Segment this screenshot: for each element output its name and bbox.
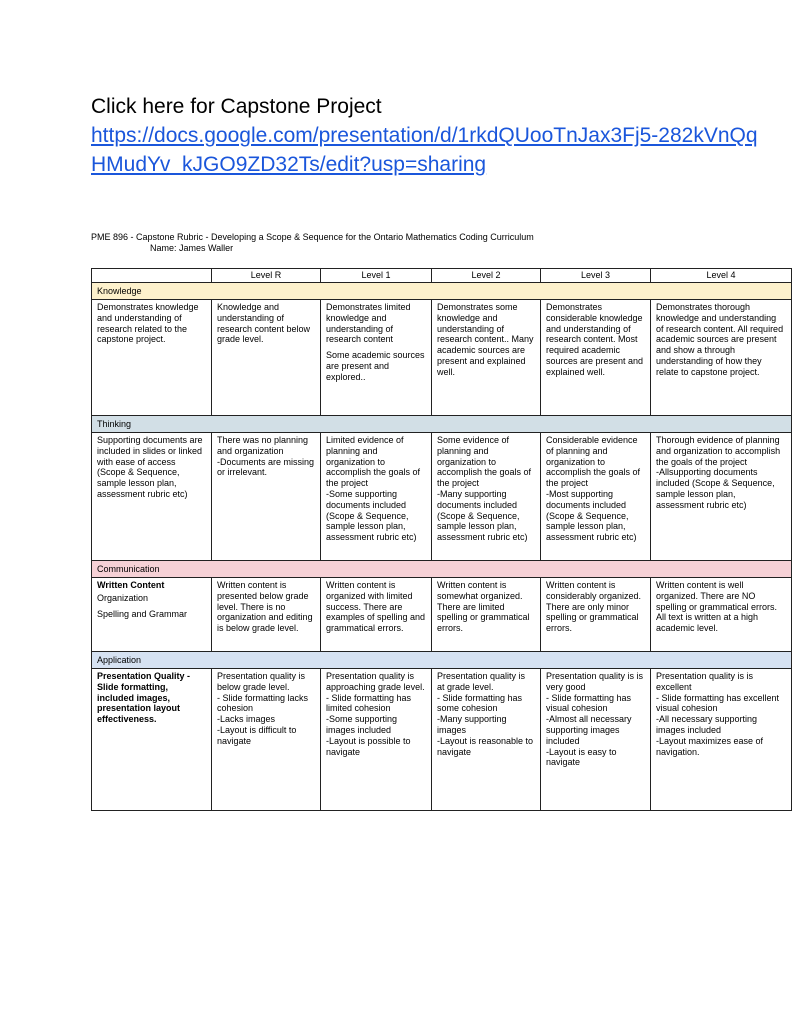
criteria-organization: Organization <box>97 592 149 603</box>
cell-communication-3: Written content is considerably organized. There are only minor spelling or grammatical errors. <box>541 578 651 652</box>
rubric-row-communication <box>92 578 792 652</box>
cell-thinking-3: Considerable evidence of planning and organization to accomplish the goals of the project -Most supporting documents included (Scope & Sequence, sample lesson plan, assessment rubric etc) <box>541 433 651 561</box>
cell-communication-2: Written content is somewhat organized. There are limited spelling or grammatical errors. <box>432 578 541 652</box>
cell-application-1: Presentation quality is approaching grade level. - Slide formatting has limited cohesion -Some supporting images included -Layout is possible to navigate <box>321 669 432 811</box>
category-application: Application <box>92 652 792 669</box>
cell-communication-r: Written content is presented below grade level. There is no organization and editing is below grade level. <box>212 578 321 652</box>
header-level-1: Level 1 <box>321 269 432 283</box>
cell-knowledge-3: Demonstrates considerable knowledge and understanding of research content. Most required academic sources are present and explained well. <box>541 300 651 416</box>
cell-knowledge-r: Knowledge and understanding of research content below grade level. <box>212 300 321 416</box>
criteria-application: Presentation Quality -Slide formatting, included images, presentation layout effectiveness. <box>92 669 212 811</box>
rubric-row-application <box>92 669 792 811</box>
header-blank <box>92 269 212 283</box>
rubric-table <box>91 268 792 811</box>
cell-knowledge-4: Demonstrates thorough knowledge and understanding of research content. All required academic sources are present and show a through understanding of how they relate to capstone project. <box>651 300 792 416</box>
header-level-r: Level R <box>212 269 321 283</box>
cell-application-3: Presentation quality is is very good - Slide formatting has visual cohesion -Almost all necessary supporting images included -Layout is easy to navigate <box>541 669 651 811</box>
cell-application-2: Presentation quality is at grade level. - Slide formatting has some cohesion -Many supporting images -Layout is reasonable to navigate <box>432 669 541 811</box>
cell-application-r: Presentation quality is below grade level. - Slide formatting lacks cohesion -Lacks images -Layout is difficult to navigate <box>212 669 321 811</box>
rubric-meta <box>91 232 534 254</box>
presentation-link[interactable]: https://docs.google.com/presentation/d/1rkdQUooTnJax3Fj5-282kVnQqHMudYv_kJGO9ZD32Ts/edit?usp=sharing <box>91 124 758 176</box>
capstone-title: Click here for Capstone Project <box>91 95 382 118</box>
rubric-row-thinking <box>92 433 792 561</box>
level-header-row <box>92 269 792 283</box>
category-communication: Communication <box>92 561 792 578</box>
cell-communication-4: Written content is well organized. There are NO spelling or grammatical errors. All text is written at a high academic level. <box>651 578 792 652</box>
criteria-spelling-grammar: Spelling and Grammar <box>97 608 188 619</box>
cell-knowledge-1-text: Demonstrates limited knowledge and understanding of research content <box>326 302 411 345</box>
category-knowledge: Knowledge <box>92 283 792 300</box>
cell-communication-1: Written content is organized with limited success. There are examples of spelling and grammatical errors. <box>321 578 432 652</box>
rubric-row-knowledge <box>92 300 792 416</box>
header-level-3: Level 3 <box>541 269 651 283</box>
cell-knowledge-1 <box>321 300 432 416</box>
cell-thinking-r: There was no planning and organization -Documents are missing or irrelevant. <box>212 433 321 561</box>
cell-knowledge-1-extra: Some academic sources are present and explored.. <box>326 350 425 382</box>
category-row-communication <box>92 561 792 578</box>
criteria-communication <box>92 578 212 652</box>
criteria-thinking: Supporting documents are included in slides or linked with ease of access (Scope & Sequence, sample lesson plan, assessment rubric etc) <box>92 433 212 561</box>
category-thinking: Thinking <box>92 416 792 433</box>
header-level-4: Level 4 <box>651 269 792 283</box>
criteria-knowledge: Demonstrates knowledge and understanding of research related to the capstone project. <box>92 300 212 416</box>
cell-thinking-1: Limited evidence of planning and organization to accomplish the goals of the project -Some supporting documents included (Scope & Sequence, sample lesson plan, assessment rubric etc) <box>321 433 432 561</box>
cell-thinking-4: Thorough evidence of planning and organization to accomplish the goals of the project -Allsupporting documents included (Scope & Sequence, sample lesson plan, assessment rubric etc) <box>651 433 792 561</box>
criteria-written-content: Written Content <box>97 580 165 590</box>
category-row-application <box>92 652 792 669</box>
cell-application-4: Presentation quality is is excellent - Slide formatting has excellent visual cohesion -All necessary supporting images included -Layout maximizes ease of navigation. <box>651 669 792 811</box>
category-row-knowledge <box>92 283 792 300</box>
cell-knowledge-2: Demonstrates some knowledge and understanding of research content.. Many academic sources are present and explained well. <box>432 300 541 416</box>
category-row-thinking <box>92 416 792 433</box>
cell-thinking-2: Some evidence of planning and organization to accomplish the goals of the project -Many supporting documents included (Scope & Sequence, sample lesson plan, assessment rubric etc) <box>432 433 541 561</box>
project-heading <box>91 92 761 179</box>
rubric-title: PME 896 - Capstone Rubric - Developing a Scope & Sequence for the Ontario Mathematics Coding Curriculum <box>91 232 534 242</box>
student-name: Name: James Waller <box>150 243 234 253</box>
header-level-2: Level 2 <box>432 269 541 283</box>
